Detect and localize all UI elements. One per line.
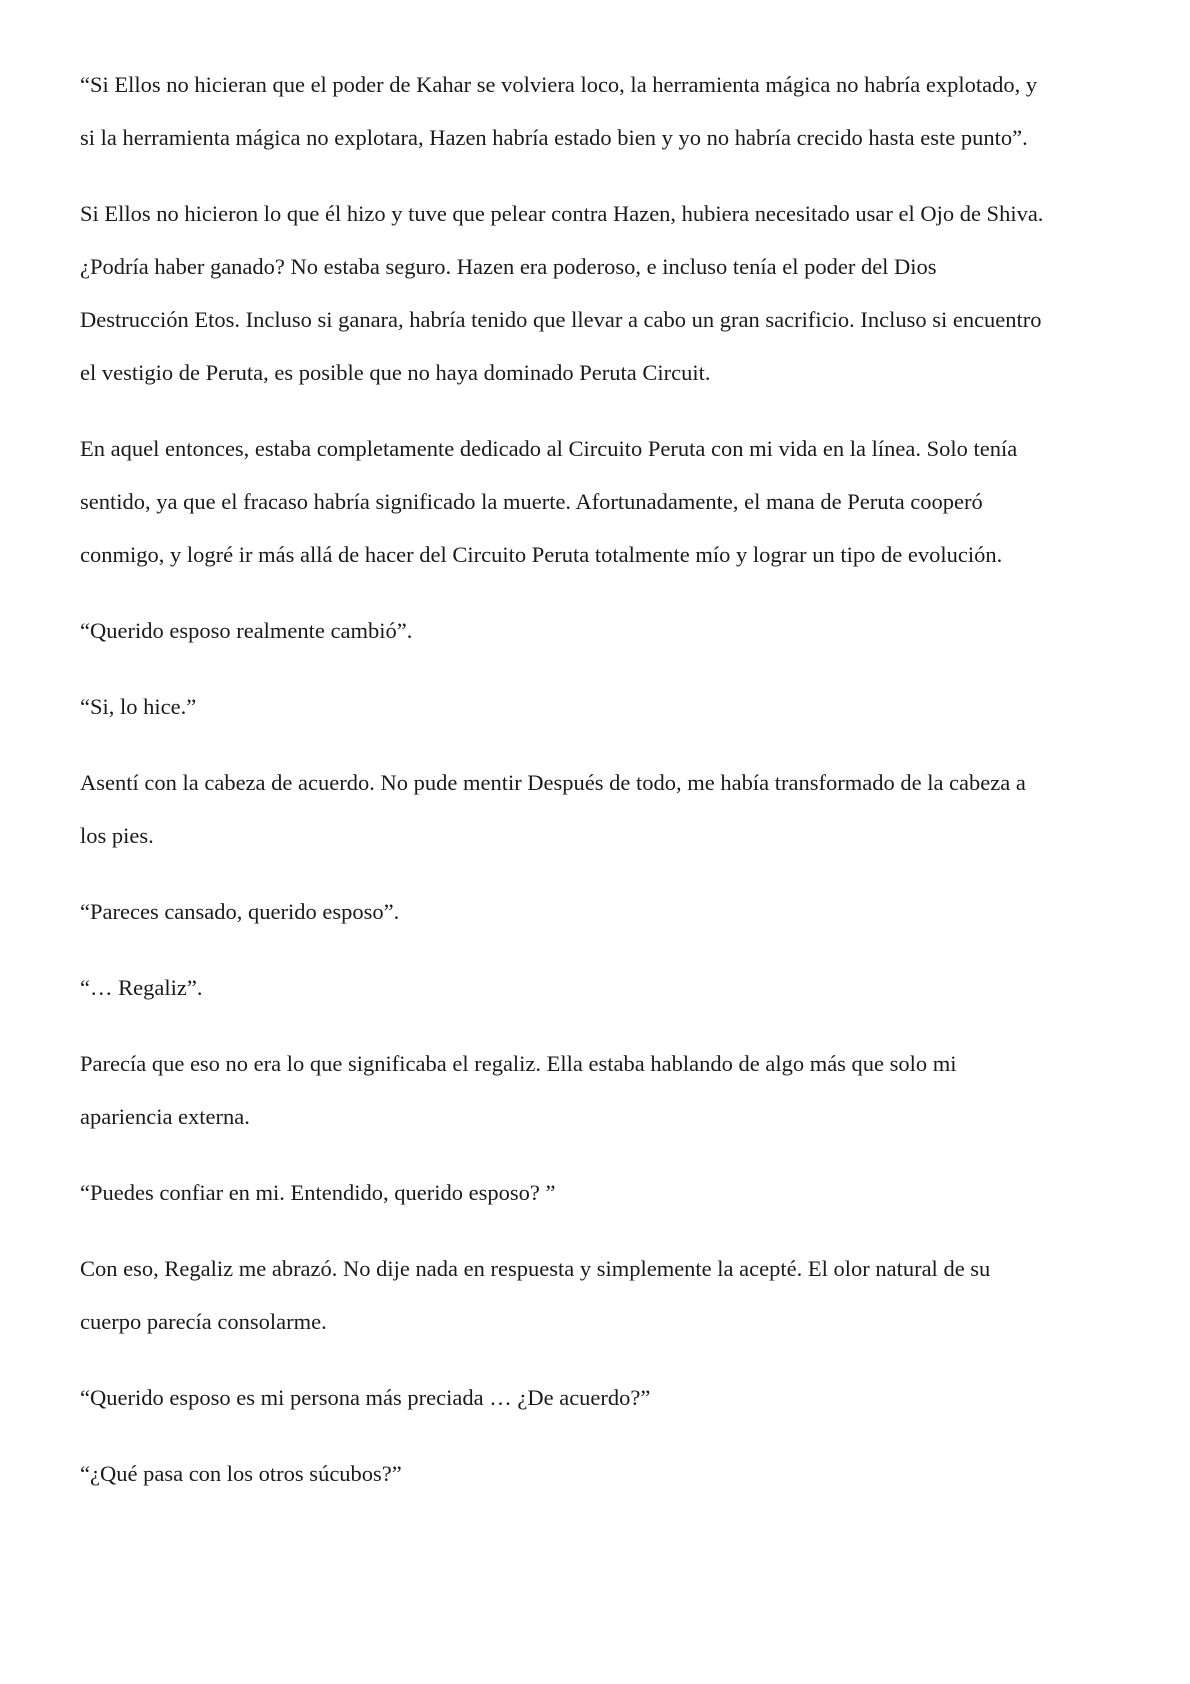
text-line: “Si, lo hice.” — [80, 694, 197, 719]
text-line: “Puedes confiar en mi. Entendido, querido esposo? ” — [80, 1180, 556, 1205]
paragraph-8 — [80, 961, 1120, 1014]
text-line: “Si Ellos no hicieran que el poder de Kahar se volviera loco, la herramienta mágica no habría explotado, y — [80, 72, 1038, 97]
text-line: “Querido esposo realmente cambió”. — [80, 618, 413, 643]
paragraph-6 — [80, 756, 1120, 862]
text-line: “Pareces cansado, querido esposo”. — [80, 899, 400, 924]
text-line: los pies. — [80, 823, 154, 848]
text-line: Destrucción Etos. Incluso si ganara, habría tenido que llevar a cabo un gran sacrificio. Incluso si encuentro — [80, 307, 1042, 332]
paragraph-7 — [80, 885, 1120, 938]
text-line: Con eso, Regaliz me abrazó. No dije nada en respuesta y simplemente la acepté. El olor natural de su — [80, 1256, 991, 1281]
document-page — [80, 58, 1120, 1523]
paragraph-12 — [80, 1371, 1120, 1424]
text-line: cuerpo parecía consolarme. — [80, 1309, 327, 1334]
text-line: “… Regaliz”. — [80, 975, 203, 1000]
text-line: si la herramienta mágica no explotara, Hazen habría estado bien y yo no habría crecido hasta este punto”. — [80, 125, 1028, 150]
paragraph-2 — [80, 187, 1120, 399]
text-line: “¿Qué pasa con los otros súcubos?” — [80, 1461, 402, 1486]
text-line: Si Ellos no hicieron lo que él hizo y tuve que pelear contra Hazen, hubiera necesitado usar el Ojo de Shiva. — [80, 201, 1044, 226]
text-line: Parecía que eso no era lo que significaba el regaliz. Ella estaba hablando de algo más que solo mi — [80, 1051, 957, 1076]
paragraph-11 — [80, 1242, 1120, 1348]
text-line: sentido, ya que el fracaso habría significado la muerte. Afortunadamente, el mana de Peruta cooperó — [80, 489, 983, 514]
text-line: En aquel entonces, estaba completamente dedicado al Circuito Peruta con mi vida en la línea. Solo tenía — [80, 436, 1018, 461]
paragraph-13 — [80, 1447, 1120, 1500]
paragraph-1 — [80, 58, 1120, 164]
paragraph-9 — [80, 1037, 1120, 1143]
paragraph-4 — [80, 604, 1120, 657]
paragraph-10 — [80, 1166, 1120, 1219]
text-line: Asentí con la cabeza de acuerdo. No pude mentir Después de todo, me había transformado de la cabeza a — [80, 770, 1026, 795]
text-line: conmigo, y logré ir más allá de hacer del Circuito Peruta totalmente mío y lograr un tipo de evolución. — [80, 542, 1003, 567]
text-line: “Querido esposo es mi persona más preciada … ¿De acuerdo?” — [80, 1385, 651, 1410]
text-line: el vestigio de Peruta, es posible que no haya dominado Peruta Circuit. — [80, 360, 711, 385]
text-line: ¿Podría haber ganado? No estaba seguro. Hazen era poderoso, e incluso tenía el poder del Dios — [80, 254, 937, 279]
paragraph-3 — [80, 422, 1120, 581]
paragraph-5 — [80, 680, 1120, 733]
text-line: apariencia externa. — [80, 1104, 250, 1129]
